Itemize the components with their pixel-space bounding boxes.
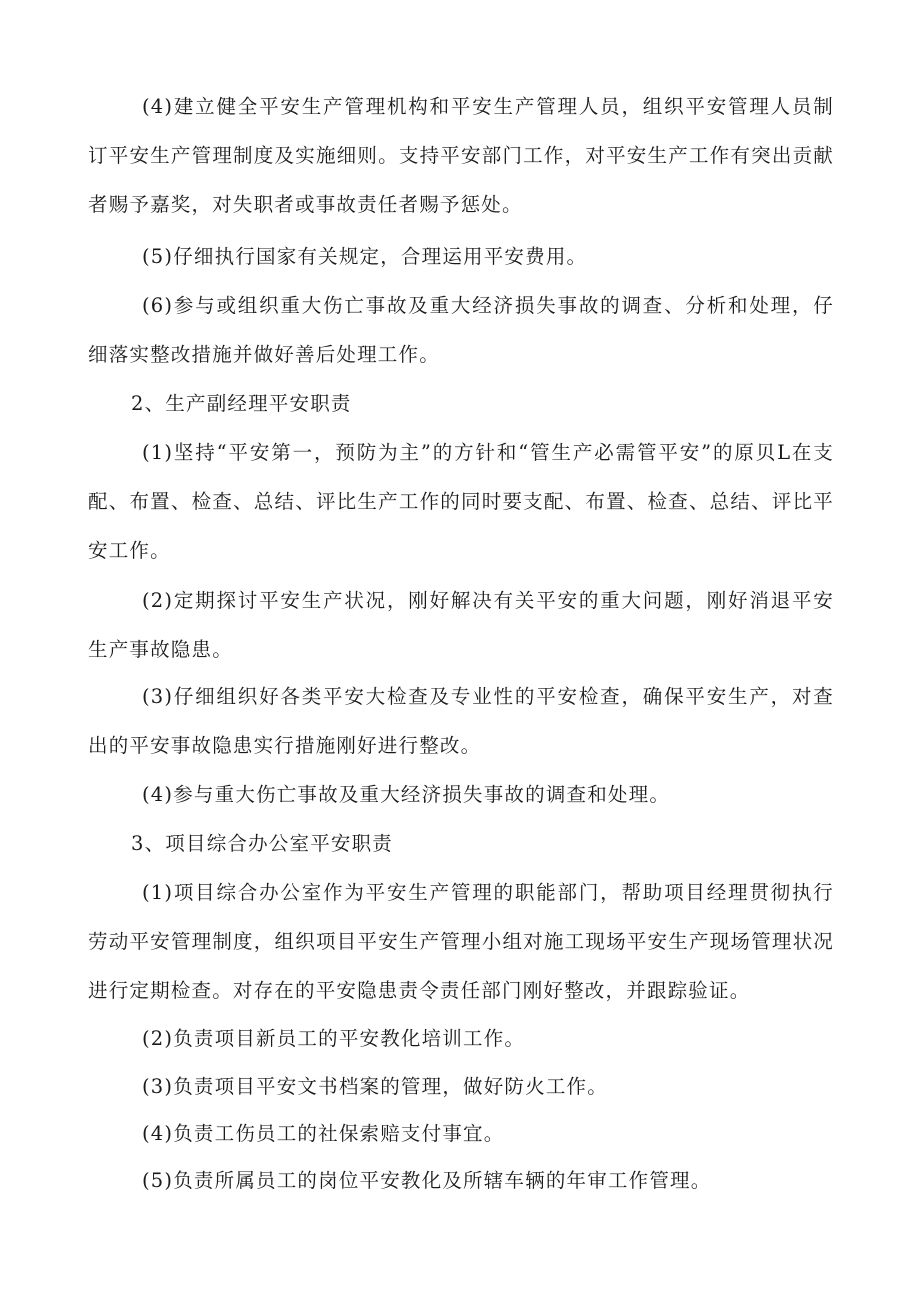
paragraph-office-item-3: (3)负责项目平安文书档案的管理，做好防火工作。: [142, 1075, 608, 1098]
paragraph-office-item-5: (5)负责所属员工的岗位平安教化及所辖车辆的年审工作管理。: [142, 1169, 712, 1192]
paragraph-office-item-4: (4)负责工伤员工的社保索赔支付事宜。: [142, 1122, 505, 1145]
paragraph-office-item-1: (1)项目综合办公室作为平安生产管理的职能部门，帮助项目经理贯彻执行劳动平安管理制度，组织项目平安生产管理小组对施工现场平安生产现场管理状况进行定期检查。对存在的平安隐患责令责任部门刚好整改，并跟踪验证。: [88, 881, 834, 1002]
paragraph-office-item-2: (2)负责项目新员工的平安教化培训工作。: [142, 1027, 526, 1050]
section-heading-deputy-manager: 2、生产副经理平安职责: [131, 392, 352, 415]
paragraph-gm-item-6: (6)参与或组织重大伤亡事故及重大经济损失事故的调查、分析和处理，仔细落实整改措施并做好善后处理工作。: [88, 294, 834, 366]
paragraph-deputy-item-3: (3)仔细组织好各类平安大检查及专业性的平安检查，确保平安生产，对查出的平安事故隐患实行措施刚好进行整改。: [88, 685, 834, 757]
paragraph-gm-item-5: (5)仔细执行国家有关规定，合理运用平安费用。: [142, 245, 588, 268]
paragraph-deputy-item-4: (4)参与重大伤亡事故及重大经济损失事故的调查和处理。: [142, 783, 671, 806]
section-heading-office: 3、项目综合办公室平安职责: [131, 832, 394, 855]
paragraph-deputy-item-1: (1)坚持“平安第一，预防为主”的方针和“管生产必需管平安”的原贝L在支配、布置、检查、总结、评比生产工作的同时要支配、布置、检查、总结、评比平安工作。: [88, 441, 834, 562]
paragraph-gm-item-4: (4)建立健全平安生产管理机构和平安生产管理人员，组织平安管理人员制订平安生产管理制度及实施细则。支持平安部门工作，对平安生产工作有突出贡献者赐予嘉奖，对失职者或事故责任者赐予惩处。: [88, 95, 834, 216]
paragraph-deputy-item-2: (2)定期探讨平安生产状况，刚好解决有关平安的重大问题，刚好消退平安生产事故隐患。: [88, 589, 834, 661]
